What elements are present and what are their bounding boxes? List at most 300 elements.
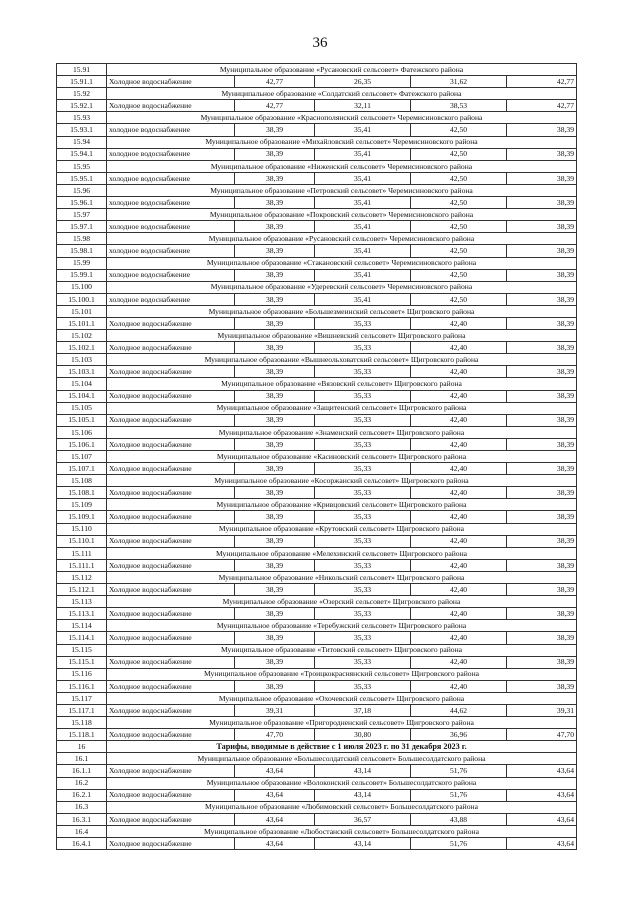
tariff-value: 42,40 bbox=[411, 535, 507, 547]
tariff-row bbox=[57, 197, 577, 209]
row-number: 16.1 bbox=[57, 753, 107, 765]
municipality-title: Муниципальное образование «Ниженский сельсовет» Черемисиновского района bbox=[107, 160, 577, 172]
row-number: 15.99 bbox=[57, 257, 107, 269]
service-label: холодное водоснабжение bbox=[107, 197, 235, 209]
municipality-row bbox=[57, 402, 577, 414]
tariff-value: 38,39 bbox=[235, 680, 315, 692]
row-number: 15.96.1 bbox=[57, 197, 107, 209]
tariff-row bbox=[57, 366, 577, 378]
row-number: 15.105.1 bbox=[57, 414, 107, 426]
municipality-row bbox=[57, 692, 577, 704]
tariff-row bbox=[57, 632, 577, 644]
municipality-row bbox=[57, 523, 577, 535]
tariff-row bbox=[57, 269, 577, 281]
tariff-value: 38,39 bbox=[235, 197, 315, 209]
municipality-title: Муниципальное образование «Покровский сельсовет» Черемисиновского района bbox=[107, 209, 577, 221]
row-number: 15.102 bbox=[57, 330, 107, 342]
tariff-value: 38,53 bbox=[411, 100, 507, 112]
row-number: 15.111 bbox=[57, 547, 107, 559]
tariff-value: 38,39 bbox=[507, 148, 577, 160]
row-number: 15.105 bbox=[57, 402, 107, 414]
row-number: 15.118 bbox=[57, 717, 107, 729]
tariff-value: 38,39 bbox=[507, 632, 577, 644]
service-label: Холодное водоснабжение bbox=[107, 704, 235, 716]
municipality-row bbox=[57, 88, 577, 100]
tariff-value: 42,77 bbox=[507, 76, 577, 88]
tariff-value: 35,41 bbox=[315, 197, 411, 209]
row-number: 16.4.1 bbox=[57, 838, 107, 850]
tariff-value: 35,33 bbox=[315, 438, 411, 450]
municipality-title: Муниципальное образование «Удеревский сельсовет» Черемисиновского района bbox=[107, 281, 577, 293]
tariff-value: 38,39 bbox=[235, 342, 315, 354]
tariff-value: 43,14 bbox=[315, 789, 411, 801]
tariff-value: 35,33 bbox=[315, 511, 411, 523]
municipality-row bbox=[57, 64, 577, 76]
tariff-row bbox=[57, 414, 577, 426]
tariff-value: 43,64 bbox=[235, 765, 315, 777]
municipality-title: Муниципальное образование «Касиновский сельсовет» Щигровского района bbox=[107, 451, 577, 463]
tariff-row bbox=[57, 76, 577, 88]
tariff-value: 38,39 bbox=[507, 124, 577, 136]
tariff-value: 38,39 bbox=[507, 584, 577, 596]
tariff-value: 38,39 bbox=[507, 656, 577, 668]
tariff-value: 42,50 bbox=[411, 245, 507, 257]
tariff-value: 42,40 bbox=[411, 584, 507, 596]
tariff-value: 51,76 bbox=[411, 765, 507, 777]
tariff-value: 42,40 bbox=[411, 559, 507, 571]
tariff-value: 38,39 bbox=[235, 221, 315, 233]
tariff-value: 38,39 bbox=[235, 511, 315, 523]
municipality-row bbox=[57, 426, 577, 438]
tariff-value: 42,40 bbox=[411, 608, 507, 620]
service-label: Холодное водоснабжение bbox=[107, 584, 235, 596]
tariff-value: 42,40 bbox=[411, 390, 507, 402]
service-label: холодное водоснабжение bbox=[107, 269, 235, 281]
municipality-row bbox=[57, 753, 577, 765]
tariff-value: 43,64 bbox=[235, 789, 315, 801]
tariff-value: 42,40 bbox=[411, 680, 507, 692]
row-number: 15.97.1 bbox=[57, 221, 107, 233]
tariff-value: 38,39 bbox=[507, 172, 577, 184]
municipality-title: Муниципальное образование «Краснополянский сельсовет» Черемисиновского района bbox=[107, 112, 577, 124]
tariff-value: 38,39 bbox=[507, 221, 577, 233]
row-number: 15.117.1 bbox=[57, 704, 107, 716]
municipality-row bbox=[57, 596, 577, 608]
municipality-title: Муниципальное образование «Солдатский сельсовет» Фатежского района bbox=[107, 88, 577, 100]
municipality-title: Муниципальное образование «Троицкокраснянский сельсовет» Щигровского района bbox=[107, 668, 577, 680]
tariff-value: 35,41 bbox=[315, 148, 411, 160]
municipality-row bbox=[57, 571, 577, 583]
tariff-value: 31,62 bbox=[411, 76, 507, 88]
tariff-row bbox=[57, 293, 577, 305]
row-number: 15.103.1 bbox=[57, 366, 107, 378]
tariff-value: 35,33 bbox=[315, 632, 411, 644]
municipality-title: Муниципальное образование «Русановский сельсовет» Черемисиновского района bbox=[107, 233, 577, 245]
service-label: Холодное водоснабжение bbox=[107, 608, 235, 620]
tariff-value: 38,39 bbox=[235, 366, 315, 378]
tariff-value: 35,33 bbox=[315, 463, 411, 475]
municipality-title: Муниципальное образование «Михайловский сельсовет» Черемисиновского района bbox=[107, 136, 577, 148]
row-number: 15.112 bbox=[57, 571, 107, 583]
tariff-value: 42,40 bbox=[411, 438, 507, 450]
municipality-row bbox=[57, 184, 577, 196]
municipality-title: Муниципальное образование «Косоржанский сельсовет» Щигровского района bbox=[107, 475, 577, 487]
tariff-row bbox=[57, 656, 577, 668]
tariff-value: 39,31 bbox=[507, 704, 577, 716]
tariff-value: 51,76 bbox=[411, 838, 507, 850]
municipality-title: Муниципальное образование «Большесолдатский сельсовет» Большесолдатского района bbox=[107, 753, 577, 765]
tariff-value: 38,39 bbox=[235, 535, 315, 547]
row-number: 15.95 bbox=[57, 160, 107, 172]
tariff-value: 35,33 bbox=[315, 390, 411, 402]
tariff-row bbox=[57, 813, 577, 825]
tariff-value: 43,14 bbox=[315, 838, 411, 850]
service-label: Холодное водоснабжение bbox=[107, 463, 235, 475]
tariff-row bbox=[57, 221, 577, 233]
service-label: Холодное водоснабжение bbox=[107, 342, 235, 354]
municipality-title: Муниципальное образование «Любостанский сельсовет» Большесолдатского района bbox=[107, 825, 577, 837]
municipality-title: Муниципальное образование «Никольский сельсовет» Щигровского района bbox=[107, 571, 577, 583]
municipality-title: Муниципальное образование «Теребужский сельсовет» Щигровского района bbox=[107, 620, 577, 632]
row-number: 15.110 bbox=[57, 523, 107, 535]
tariff-value: 43,64 bbox=[507, 838, 577, 850]
service-label: Холодное водоснабжение bbox=[107, 559, 235, 571]
tariff-value: 43,88 bbox=[411, 813, 507, 825]
service-label: холодное водоснабжение bbox=[107, 124, 235, 136]
row-number: 15.91.1 bbox=[57, 76, 107, 88]
tariff-value: 38,39 bbox=[235, 390, 315, 402]
row-number: 15.104.1 bbox=[57, 390, 107, 402]
tariff-value: 42,40 bbox=[411, 317, 507, 329]
row-number: 15.97 bbox=[57, 209, 107, 221]
tariff-row bbox=[57, 463, 577, 475]
municipality-title: Муниципальное образование «Большезмеинский сельсовет» Щигровского района bbox=[107, 305, 577, 317]
section-title: Тарифы, вводимые в действие с 1 июля 2023 г. по 31 декабря 2023 г. bbox=[107, 741, 577, 753]
row-number: 15.109.1 bbox=[57, 511, 107, 523]
tariff-value: 26,35 bbox=[315, 76, 411, 88]
tariff-row bbox=[57, 608, 577, 620]
row-number: 15.115 bbox=[57, 644, 107, 656]
tariff-value: 38,39 bbox=[507, 608, 577, 620]
row-number: 15.94.1 bbox=[57, 148, 107, 160]
row-number: 16 bbox=[57, 741, 107, 753]
municipality-title: Муниципальное образование «Знаменский сельсовет» Щигровского района bbox=[107, 426, 577, 438]
row-number: 15.107 bbox=[57, 451, 107, 463]
row-number: 15.92 bbox=[57, 88, 107, 100]
tariff-value: 35,41 bbox=[315, 124, 411, 136]
tariff-row bbox=[57, 511, 577, 523]
row-number: 15.93.1 bbox=[57, 124, 107, 136]
row-number: 15.91 bbox=[57, 64, 107, 76]
tariff-row bbox=[57, 342, 577, 354]
tariff-value: 35,33 bbox=[315, 414, 411, 426]
row-number: 16.2.1 bbox=[57, 789, 107, 801]
municipality-title: Муниципальное образование «Мелехинский сельсовет» Щигровского района bbox=[107, 547, 577, 559]
tariff-value: 42,77 bbox=[235, 100, 315, 112]
municipality-row bbox=[57, 136, 577, 148]
tariff-value: 35,33 bbox=[315, 656, 411, 668]
tariff-value: 44,62 bbox=[411, 704, 507, 716]
municipality-title: Муниципальное образование «Вязовский сельсовет» Щигровского района bbox=[107, 378, 577, 390]
service-label: Холодное водоснабжение bbox=[107, 656, 235, 668]
tariff-value: 32,11 bbox=[315, 100, 411, 112]
tariff-value: 38,39 bbox=[507, 366, 577, 378]
tariff-row bbox=[57, 680, 577, 692]
service-label: Холодное водоснабжение bbox=[107, 789, 235, 801]
tariff-row bbox=[57, 765, 577, 777]
municipality-row bbox=[57, 620, 577, 632]
tariff-row bbox=[57, 559, 577, 571]
tariff-value: 47,70 bbox=[235, 729, 315, 741]
municipality-row bbox=[57, 330, 577, 342]
row-number: 15.117 bbox=[57, 692, 107, 704]
row-number: 15.115.1 bbox=[57, 656, 107, 668]
tariff-row bbox=[57, 838, 577, 850]
tariff-value: 42,50 bbox=[411, 293, 507, 305]
row-number: 16.3 bbox=[57, 801, 107, 813]
tariff-row bbox=[57, 172, 577, 184]
tariff-value: 43,64 bbox=[507, 789, 577, 801]
service-label: Холодное водоснабжение bbox=[107, 487, 235, 499]
municipality-row bbox=[57, 717, 577, 729]
row-number: 15.112.1 bbox=[57, 584, 107, 596]
municipality-title: Муниципальное образование «Озерский сельсовет» Щигровского района bbox=[107, 596, 577, 608]
tariff-value: 35,41 bbox=[315, 245, 411, 257]
tariff-row bbox=[57, 317, 577, 329]
municipality-row bbox=[57, 160, 577, 172]
tariff-row bbox=[57, 245, 577, 257]
row-number: 15.92.1 bbox=[57, 100, 107, 112]
row-number: 15.94 bbox=[57, 136, 107, 148]
tariff-value: 38,39 bbox=[507, 269, 577, 281]
tariff-value: 38,39 bbox=[507, 197, 577, 209]
tariff-value: 38,39 bbox=[507, 293, 577, 305]
tariff-value: 35,33 bbox=[315, 535, 411, 547]
tariff-value: 42,40 bbox=[411, 511, 507, 523]
municipality-row bbox=[57, 499, 577, 511]
tariff-row bbox=[57, 148, 577, 160]
tariff-value: 38,39 bbox=[235, 487, 315, 499]
row-number: 15.113 bbox=[57, 596, 107, 608]
service-label: Холодное водоснабжение bbox=[107, 632, 235, 644]
tariff-table bbox=[56, 63, 577, 850]
tariff-row bbox=[57, 390, 577, 402]
municipality-title: Муниципальное образование «Волоконский сельсовет» Большесолдатского района bbox=[107, 777, 577, 789]
municipality-title: Муниципальное образование «Русановский сельсовет» Фатежского района bbox=[107, 64, 577, 76]
tariff-value: 38,39 bbox=[507, 317, 577, 329]
tariff-row bbox=[57, 487, 577, 499]
row-number: 15.106.1 bbox=[57, 438, 107, 450]
municipality-title: Муниципальное образование «Вишневский сельсовет» Щигровского района bbox=[107, 330, 577, 342]
tariff-value: 51,76 bbox=[411, 789, 507, 801]
tariff-row bbox=[57, 729, 577, 741]
municipality-title: Муниципальное образование «Охочевский сельсовет» Щигровского района bbox=[107, 692, 577, 704]
tariff-value: 38,39 bbox=[235, 148, 315, 160]
service-label: Холодное водоснабжение bbox=[107, 100, 235, 112]
tariff-value: 35,33 bbox=[315, 487, 411, 499]
row-number: 15.100.1 bbox=[57, 293, 107, 305]
tariff-row bbox=[57, 124, 577, 136]
service-label: Холодное водоснабжение bbox=[107, 390, 235, 402]
tariff-value: 38,39 bbox=[507, 487, 577, 499]
tariff-value: 38,39 bbox=[235, 584, 315, 596]
tariff-value: 47,70 bbox=[507, 729, 577, 741]
tariff-value: 42,50 bbox=[411, 124, 507, 136]
row-number: 15.116 bbox=[57, 668, 107, 680]
row-number: 15.107.1 bbox=[57, 463, 107, 475]
row-number: 15.114.1 bbox=[57, 632, 107, 644]
tariff-value: 43,14 bbox=[315, 765, 411, 777]
row-number: 15.116.1 bbox=[57, 680, 107, 692]
service-label: Холодное водоснабжение bbox=[107, 680, 235, 692]
tariff-value: 36,96 bbox=[411, 729, 507, 741]
tariff-value: 35,41 bbox=[315, 172, 411, 184]
tariff-value: 35,33 bbox=[315, 342, 411, 354]
row-number: 16.3.1 bbox=[57, 813, 107, 825]
row-number: 15.108.1 bbox=[57, 487, 107, 499]
tariff-value: 35,41 bbox=[315, 269, 411, 281]
row-number: 15.100 bbox=[57, 281, 107, 293]
row-number: 15.101 bbox=[57, 305, 107, 317]
tariff-value: 37,18 bbox=[315, 704, 411, 716]
tariff-value: 42,40 bbox=[411, 342, 507, 354]
municipality-title: Муниципальное образование «Стакановский сельсовет» Черемисиновского района bbox=[107, 257, 577, 269]
tariff-value: 38,39 bbox=[235, 632, 315, 644]
row-number: 15.103 bbox=[57, 354, 107, 366]
tariff-value: 38,39 bbox=[507, 680, 577, 692]
municipality-title: Муниципальное образование «Любимовский сельсовет» Большесолдатского района bbox=[107, 801, 577, 813]
tariff-value: 35,41 bbox=[315, 221, 411, 233]
tariff-value: 38,39 bbox=[235, 317, 315, 329]
row-number: 15.108 bbox=[57, 475, 107, 487]
municipality-row bbox=[57, 777, 577, 789]
tariff-value: 42,50 bbox=[411, 148, 507, 160]
municipality-row bbox=[57, 112, 577, 124]
row-number: 15.114 bbox=[57, 620, 107, 632]
tariff-value: 30,80 bbox=[315, 729, 411, 741]
tariff-table-body bbox=[57, 64, 577, 850]
tariff-row bbox=[57, 789, 577, 801]
service-label: Холодное водоснабжение bbox=[107, 366, 235, 378]
row-number: 15.113.1 bbox=[57, 608, 107, 620]
tariff-value: 43,64 bbox=[507, 813, 577, 825]
municipality-row bbox=[57, 257, 577, 269]
service-label: холодное водоснабжение bbox=[107, 245, 235, 257]
service-label: Холодное водоснабжение bbox=[107, 511, 235, 523]
tariff-row bbox=[57, 584, 577, 596]
tariff-value: 35,33 bbox=[315, 680, 411, 692]
tariff-value: 35,33 bbox=[315, 317, 411, 329]
municipality-row bbox=[57, 354, 577, 366]
municipality-title: Муниципальное образование «Защитенский сельсовет» Щигровского района bbox=[107, 402, 577, 414]
municipality-row bbox=[57, 378, 577, 390]
municipality-row bbox=[57, 801, 577, 813]
tariff-value: 38,39 bbox=[507, 342, 577, 354]
tariff-value: 42,77 bbox=[507, 100, 577, 112]
municipality-row bbox=[57, 644, 577, 656]
tariff-value: 42,50 bbox=[411, 221, 507, 233]
tariff-value: 42,40 bbox=[411, 414, 507, 426]
tariff-value: 42,50 bbox=[411, 269, 507, 281]
municipality-title: Муниципальное образование «Титовский сельсовет» Щигровского района bbox=[107, 644, 577, 656]
tariff-value: 35,33 bbox=[315, 584, 411, 596]
tariff-value: 38,39 bbox=[235, 463, 315, 475]
tariff-value: 42,40 bbox=[411, 487, 507, 499]
service-label: Холодное водоснабжение bbox=[107, 76, 235, 88]
row-number: 15.96 bbox=[57, 184, 107, 196]
tariff-value: 38,39 bbox=[235, 656, 315, 668]
municipality-title: Муниципальное образование «Пригородненский сельсовет» Щигровского района bbox=[107, 717, 577, 729]
tariff-value: 38,39 bbox=[507, 535, 577, 547]
tariff-value: 38,39 bbox=[235, 124, 315, 136]
tariff-value: 42,40 bbox=[411, 656, 507, 668]
tariff-value: 35,33 bbox=[315, 366, 411, 378]
service-label: холодное водоснабжение bbox=[107, 221, 235, 233]
tariff-value: 38,39 bbox=[235, 172, 315, 184]
tariff-value: 35,33 bbox=[315, 559, 411, 571]
tariff-value: 35,33 bbox=[315, 608, 411, 620]
tariff-value: 42,50 bbox=[411, 197, 507, 209]
municipality-title: Муниципальное образование «Вышнеольховатский сельсовет» Щигровского района bbox=[107, 354, 577, 366]
tariff-row bbox=[57, 704, 577, 716]
municipality-row bbox=[57, 451, 577, 463]
row-number: 16.4 bbox=[57, 825, 107, 837]
row-number: 16.2 bbox=[57, 777, 107, 789]
municipality-row bbox=[57, 209, 577, 221]
row-number: 15.98.1 bbox=[57, 245, 107, 257]
tariff-value: 38,39 bbox=[507, 463, 577, 475]
row-number: 15.110.1 bbox=[57, 535, 107, 547]
service-label: Холодное водоснабжение bbox=[107, 535, 235, 547]
row-number: 15.93 bbox=[57, 112, 107, 124]
municipality-title: Муниципальное образование «Кривцовский сельсовет» Щигровского района bbox=[107, 499, 577, 511]
tariff-value: 38,39 bbox=[235, 608, 315, 620]
row-number: 15.98 bbox=[57, 233, 107, 245]
service-label: Холодное водоснабжение bbox=[107, 813, 235, 825]
tariff-value: 35,41 bbox=[315, 293, 411, 305]
tariff-value: 42,50 bbox=[411, 172, 507, 184]
tariff-value: 38,39 bbox=[507, 438, 577, 450]
row-number: 15.102.1 bbox=[57, 342, 107, 354]
municipality-row bbox=[57, 281, 577, 293]
row-number: 15.104 bbox=[57, 378, 107, 390]
municipality-row bbox=[57, 668, 577, 680]
municipality-title: Муниципальное образование «Петровский сельсовет» Черемисиновского района bbox=[107, 184, 577, 196]
tariff-value: 38,39 bbox=[507, 511, 577, 523]
tariff-value: 38,39 bbox=[235, 414, 315, 426]
tariff-value: 43,64 bbox=[235, 838, 315, 850]
tariff-value: 42,77 bbox=[235, 76, 315, 88]
municipality-row bbox=[57, 233, 577, 245]
tariff-row bbox=[57, 100, 577, 112]
service-label: Холодное водоснабжение bbox=[107, 838, 235, 850]
row-number: 15.118.1 bbox=[57, 729, 107, 741]
row-number: 15.99.1 bbox=[57, 269, 107, 281]
tariff-value: 38,39 bbox=[507, 559, 577, 571]
service-label: холодное водоснабжение bbox=[107, 293, 235, 305]
tariff-value: 36,57 bbox=[315, 813, 411, 825]
municipality-row bbox=[57, 825, 577, 837]
tariff-value: 42,40 bbox=[411, 463, 507, 475]
row-number: 16.1.1 bbox=[57, 765, 107, 777]
tariff-value: 39,31 bbox=[235, 704, 315, 716]
tariff-value: 38,39 bbox=[235, 559, 315, 571]
tariff-value: 38,39 bbox=[235, 269, 315, 281]
service-label: холодное водоснабжение bbox=[107, 172, 235, 184]
row-number: 15.95.1 bbox=[57, 172, 107, 184]
tariff-value: 38,39 bbox=[507, 414, 577, 426]
tariff-value: 38,39 bbox=[507, 245, 577, 257]
